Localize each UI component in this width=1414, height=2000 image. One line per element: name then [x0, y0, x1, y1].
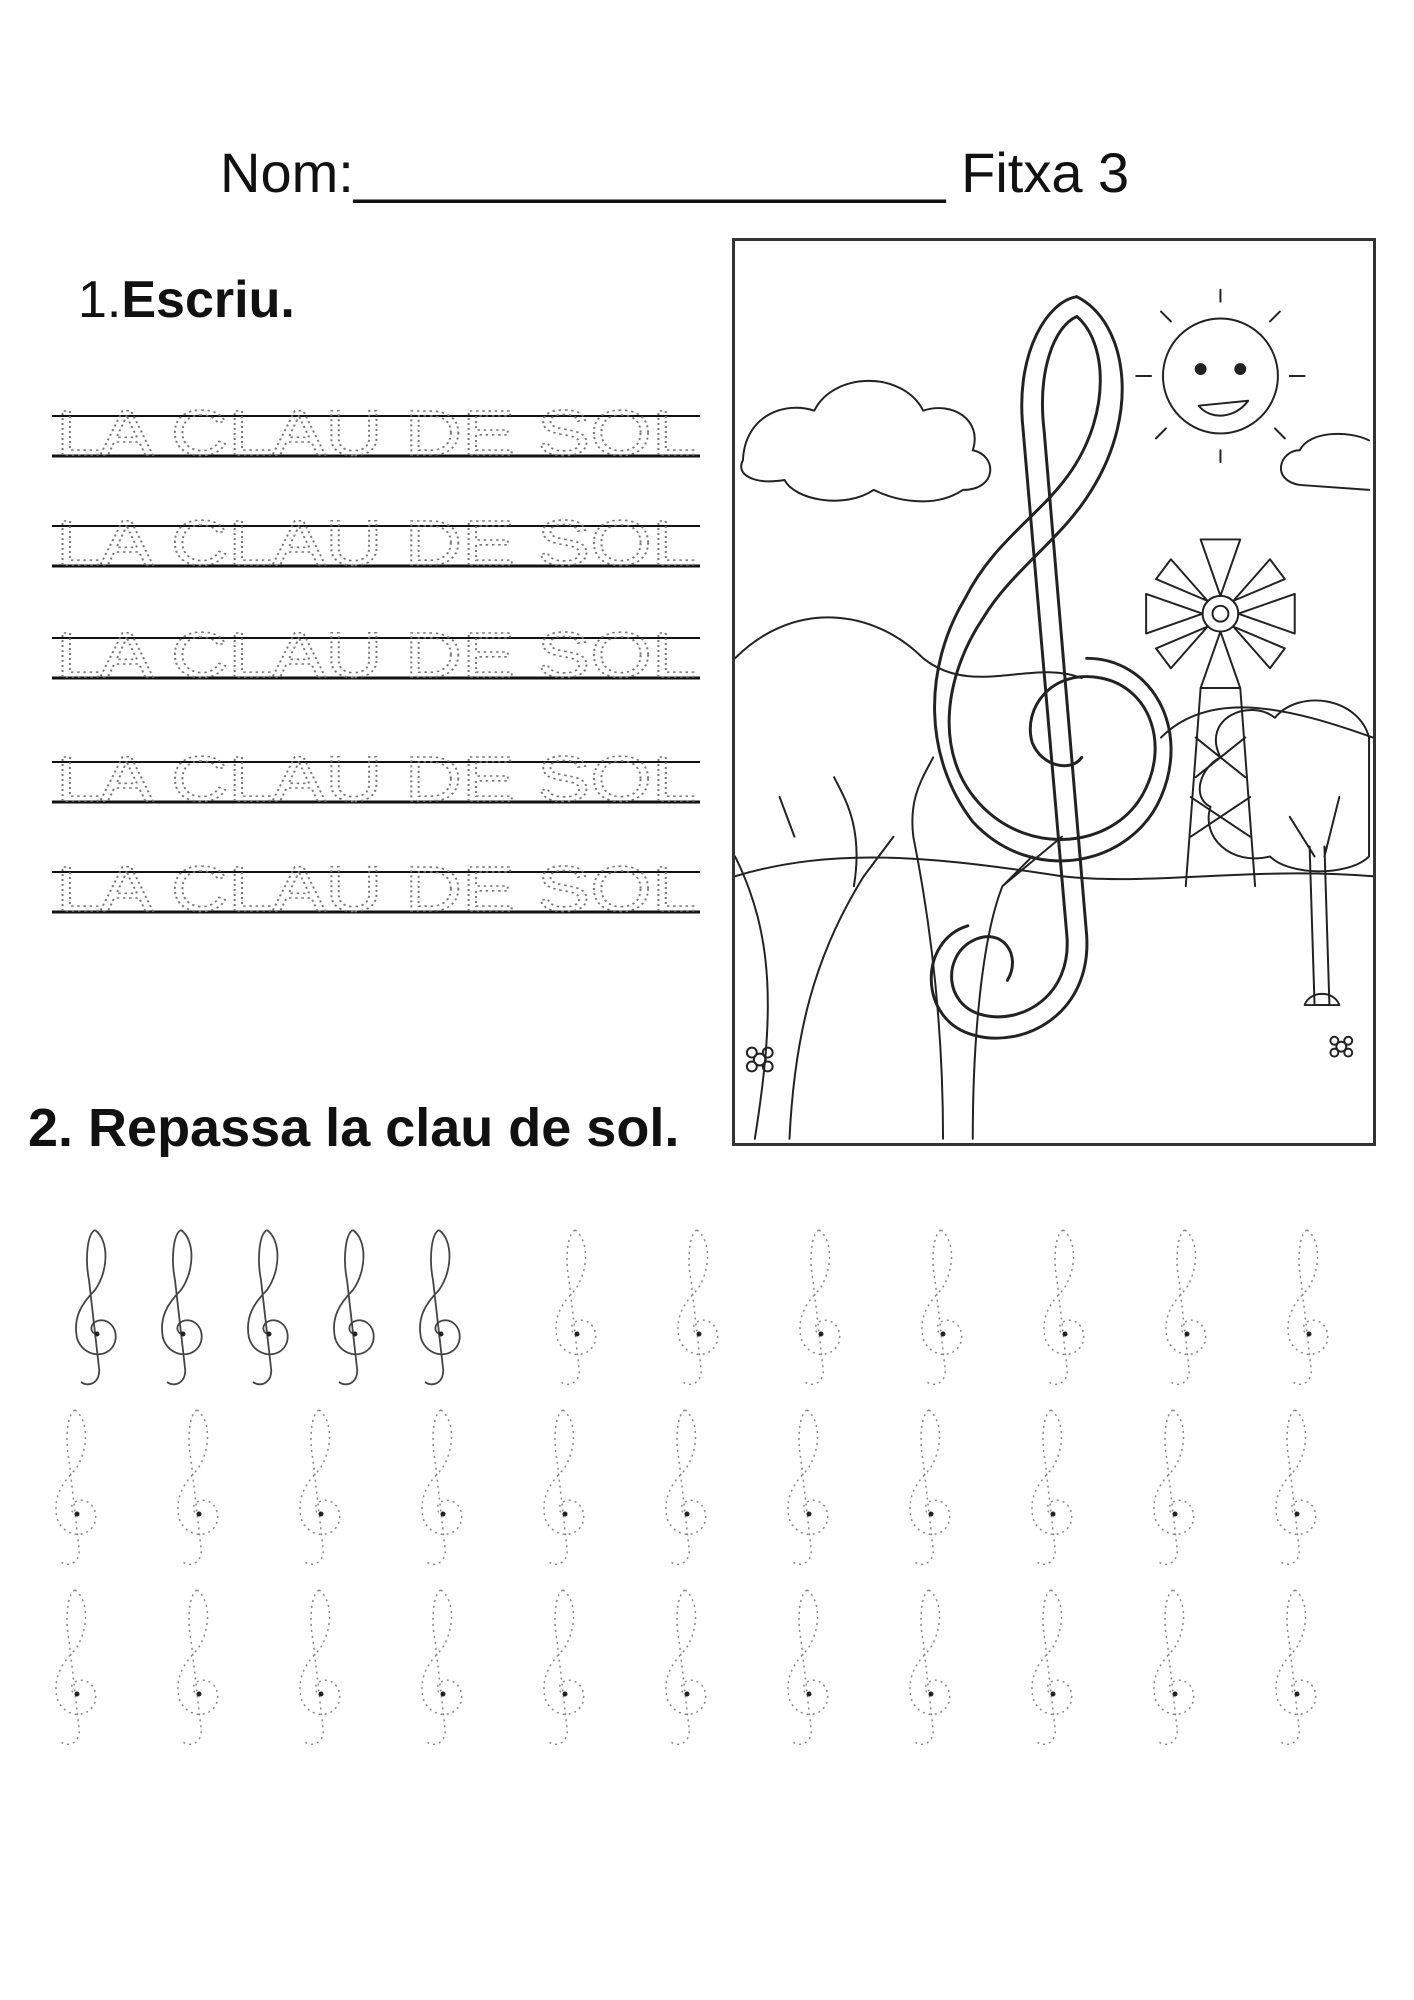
- treble-clef-trace[interactable]: [922, 1230, 962, 1384]
- trace-text: LA CLAU DE SOL: [56, 853, 696, 925]
- exercise2-title: 2. Repassa la clau de sol.: [28, 1098, 680, 1158]
- cloud: [1281, 434, 1369, 490]
- treble-clef-trace[interactable]: [1166, 1230, 1206, 1384]
- tree-icon: [1200, 700, 1369, 1005]
- start-dot: [575, 1332, 580, 1337]
- start-dot: [1185, 1332, 1190, 1337]
- treble-clef-trace[interactable]: [544, 1590, 584, 1744]
- exercise1-instruction: Escriu.: [121, 271, 295, 329]
- start-dot: [929, 1692, 934, 1697]
- exercise1-number: 1.: [78, 271, 122, 329]
- treble-clef-trace[interactable]: [422, 1410, 462, 1564]
- name-label: Nom:: [220, 141, 354, 204]
- treble-clef-trace[interactable]: [666, 1590, 706, 1744]
- treble-clef-trace[interactable]: [1044, 1230, 1084, 1384]
- treble-clef-trace[interactable]: [788, 1590, 828, 1744]
- start-dot: [197, 1512, 202, 1517]
- worksheet-header: [220, 140, 1129, 205]
- start-dot: [685, 1692, 690, 1697]
- treble-clef-trace[interactable]: [800, 1230, 840, 1384]
- treble-clef-trace[interactable]: [544, 1410, 584, 1564]
- treble-clef-trace[interactable]: [910, 1590, 950, 1744]
- treble-clef-example: [162, 1230, 202, 1384]
- hill: [735, 617, 1082, 678]
- treble-clef-trace[interactable]: [678, 1230, 718, 1384]
- start-dot: [95, 1332, 100, 1337]
- treble-clef-trace[interactable]: [178, 1590, 218, 1744]
- treble-clef-trace[interactable]: [1154, 1410, 1194, 1564]
- start-dot: [441, 1692, 446, 1697]
- flower-icon: [747, 1048, 773, 1072]
- treble-clef-trace[interactable]: [1032, 1590, 1072, 1744]
- treble-clef-trace[interactable]: [1032, 1410, 1072, 1564]
- start-dot: [807, 1692, 812, 1697]
- start-dot: [1051, 1692, 1056, 1697]
- trace-text: LA CLAU DE SOL: [56, 619, 696, 691]
- treble-clef-example: [248, 1230, 288, 1384]
- start-dot: [441, 1512, 446, 1517]
- start-dot: [819, 1332, 824, 1337]
- start-dot: [1173, 1692, 1178, 1697]
- start-dot: [807, 1512, 812, 1517]
- treble-clef-trace[interactable]: [666, 1410, 706, 1564]
- treble-clef-example: [420, 1230, 460, 1384]
- start-dot: [685, 1512, 690, 1517]
- start-dot: [1063, 1332, 1068, 1337]
- start-dot: [267, 1332, 272, 1337]
- treble-clef-trace[interactable]: [56, 1410, 96, 1564]
- treble-clef-icon: [931, 297, 1171, 1038]
- treble-clef-trace[interactable]: [1154, 1590, 1194, 1744]
- start-dot: [319, 1692, 324, 1697]
- trace-text: LA CLAU DE SOL: [56, 397, 696, 469]
- treble-clef-trace[interactable]: [556, 1230, 596, 1384]
- start-dot: [1295, 1512, 1300, 1517]
- clef-tracing-canvas: [55, 1205, 1395, 1745]
- treble-clef-illustration: [732, 238, 1376, 1146]
- start-dot: [941, 1332, 946, 1337]
- treble-clef-trace[interactable]: [910, 1410, 950, 1564]
- trace-line[interactable]: [52, 836, 700, 926]
- windmill-icon: [1146, 539, 1295, 886]
- treble-clef-example: [76, 1230, 116, 1384]
- treble-clef-trace[interactable]: [178, 1410, 218, 1564]
- sheet-label: Fitxa 3: [961, 141, 1130, 204]
- tree-icon: [735, 757, 1062, 1138]
- start-dot: [563, 1692, 568, 1697]
- start-dot: [1307, 1332, 1312, 1337]
- treble-clef-trace[interactable]: [56, 1590, 96, 1744]
- trace-line[interactable]: [52, 726, 700, 816]
- start-dot: [353, 1332, 358, 1337]
- trace-line[interactable]: [52, 380, 700, 470]
- treble-clef-trace[interactable]: [300, 1590, 340, 1744]
- start-dot: [181, 1332, 186, 1337]
- treble-clef-trace[interactable]: [422, 1590, 462, 1744]
- trace-line[interactable]: [52, 490, 700, 580]
- start-dot: [75, 1512, 80, 1517]
- trace-line[interactable]: [52, 602, 700, 692]
- start-dot: [1173, 1512, 1178, 1517]
- start-dot: [319, 1512, 324, 1517]
- rock: [1305, 994, 1340, 1005]
- start-dot: [1295, 1692, 1300, 1697]
- start-dot: [697, 1332, 702, 1337]
- start-dot: [929, 1512, 934, 1517]
- cloud: [741, 381, 990, 501]
- sun-icon: [1136, 290, 1304, 462]
- start-dot: [197, 1692, 202, 1697]
- start-dot: [439, 1332, 444, 1337]
- treble-clef-example: [334, 1230, 374, 1384]
- treble-clef-trace[interactable]: [300, 1410, 340, 1564]
- treble-clef-trace[interactable]: [1276, 1410, 1316, 1564]
- flower-icon: [1330, 1037, 1352, 1057]
- start-dot: [1051, 1512, 1056, 1517]
- treble-clef-trace[interactable]: [788, 1410, 828, 1564]
- treble-clef-trace[interactable]: [1288, 1230, 1328, 1384]
- landscape-drawing: [735, 241, 1373, 1143]
- clef-tracing-grid: [55, 1205, 1395, 1745]
- name-blank-field[interactable]: ___________________: [353, 141, 946, 204]
- trace-text: LA CLAU DE SOL: [56, 507, 696, 579]
- trace-text: LA CLAU DE SOL: [56, 743, 696, 815]
- start-dot: [75, 1692, 80, 1697]
- start-dot: [563, 1512, 568, 1517]
- treble-clef-trace[interactable]: [1276, 1590, 1316, 1744]
- exercise1-title: [78, 270, 295, 330]
